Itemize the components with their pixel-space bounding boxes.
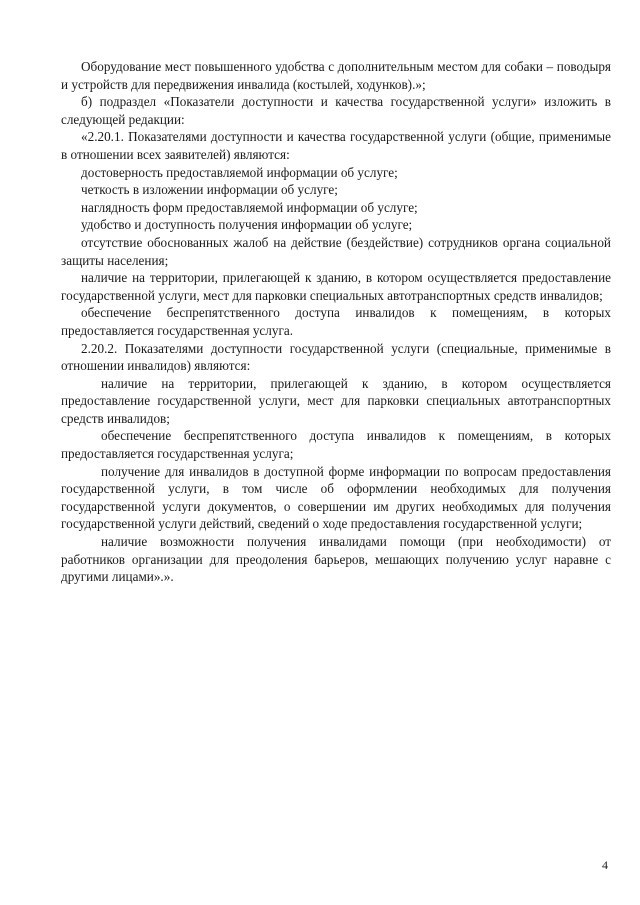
- page-number: 4: [602, 858, 608, 872]
- paragraph-3: «2.20.1. Показателями доступности и качества государственной услуги (общие, применимые в отношении всех заявителей) являются:: [61, 129, 611, 162]
- paragraph-5: четкость в изложении информации об услуге;: [81, 182, 338, 198]
- paragraph-15: наличие возможности получения инвалидами помощи (при необходимости) от работников организации для преодоления барьеров, мешающих получению услуг наравне с другими лицами».».: [61, 534, 611, 585]
- paragraph-6: наглядность форм предоставляемой информации об услуге;: [81, 199, 418, 215]
- document-body: [61, 58, 611, 586]
- paragraph-9: наличие на территории, прилегающей к зданию, в котором осуществляется предоставление государственной услуги, мест для парковки специальных автотранспортных средств инвалидов;: [61, 270, 611, 303]
- paragraph-8: отсутствие обоснованных жалоб на действие (бездействие) сотрудников органа социальной защиты населения;: [61, 234, 611, 268]
- paragraph-7: удобство и доступность получения информации об услуге;: [81, 217, 413, 233]
- paragraph-12: наличие на территории, прилегающей к зданию, в котором осуществляется предоставление государственной услуги, мест для парковки специальных автотранспортных средств инвалидов;: [61, 375, 611, 426]
- paragraph-10: обеспечение беспрепятственного доступа инвалидов к помещениям, в которых предоставляется государственная услуга.: [61, 305, 611, 338]
- paragraph-4: достоверность предоставляемой информации об услуге;: [81, 164, 398, 180]
- paragraph-13: обеспечение беспрепятственного доступа инвалидов к помещениям, в которых предоставляется государственная услуга;: [61, 428, 611, 462]
- paragraph-11: 2.20.2. Показателями доступности государственной услуги (специальные, применимые в отношении инвалидов) являются:: [61, 340, 611, 374]
- paragraph-1: Оборудование мест повышенного удобства с дополнительным местом для собаки – поводыря и устройств для передвижения инвалида (костылей, ходунков).»;: [61, 59, 611, 92]
- paragraph-14: получение для инвалидов в доступной форме информации по вопросам предоставления государственной услуги, в том числе об оформлении необходимых для получения государственной услуги документов, о совершении им других необходимых для получения государственной услуги действий, сведений о ходе предоставления государственной услуги;: [61, 463, 611, 532]
- paragraph-2: б) подраздел «Показатели доступности и качества государственной услуги» изложить в следующей редакции:: [61, 94, 611, 127]
